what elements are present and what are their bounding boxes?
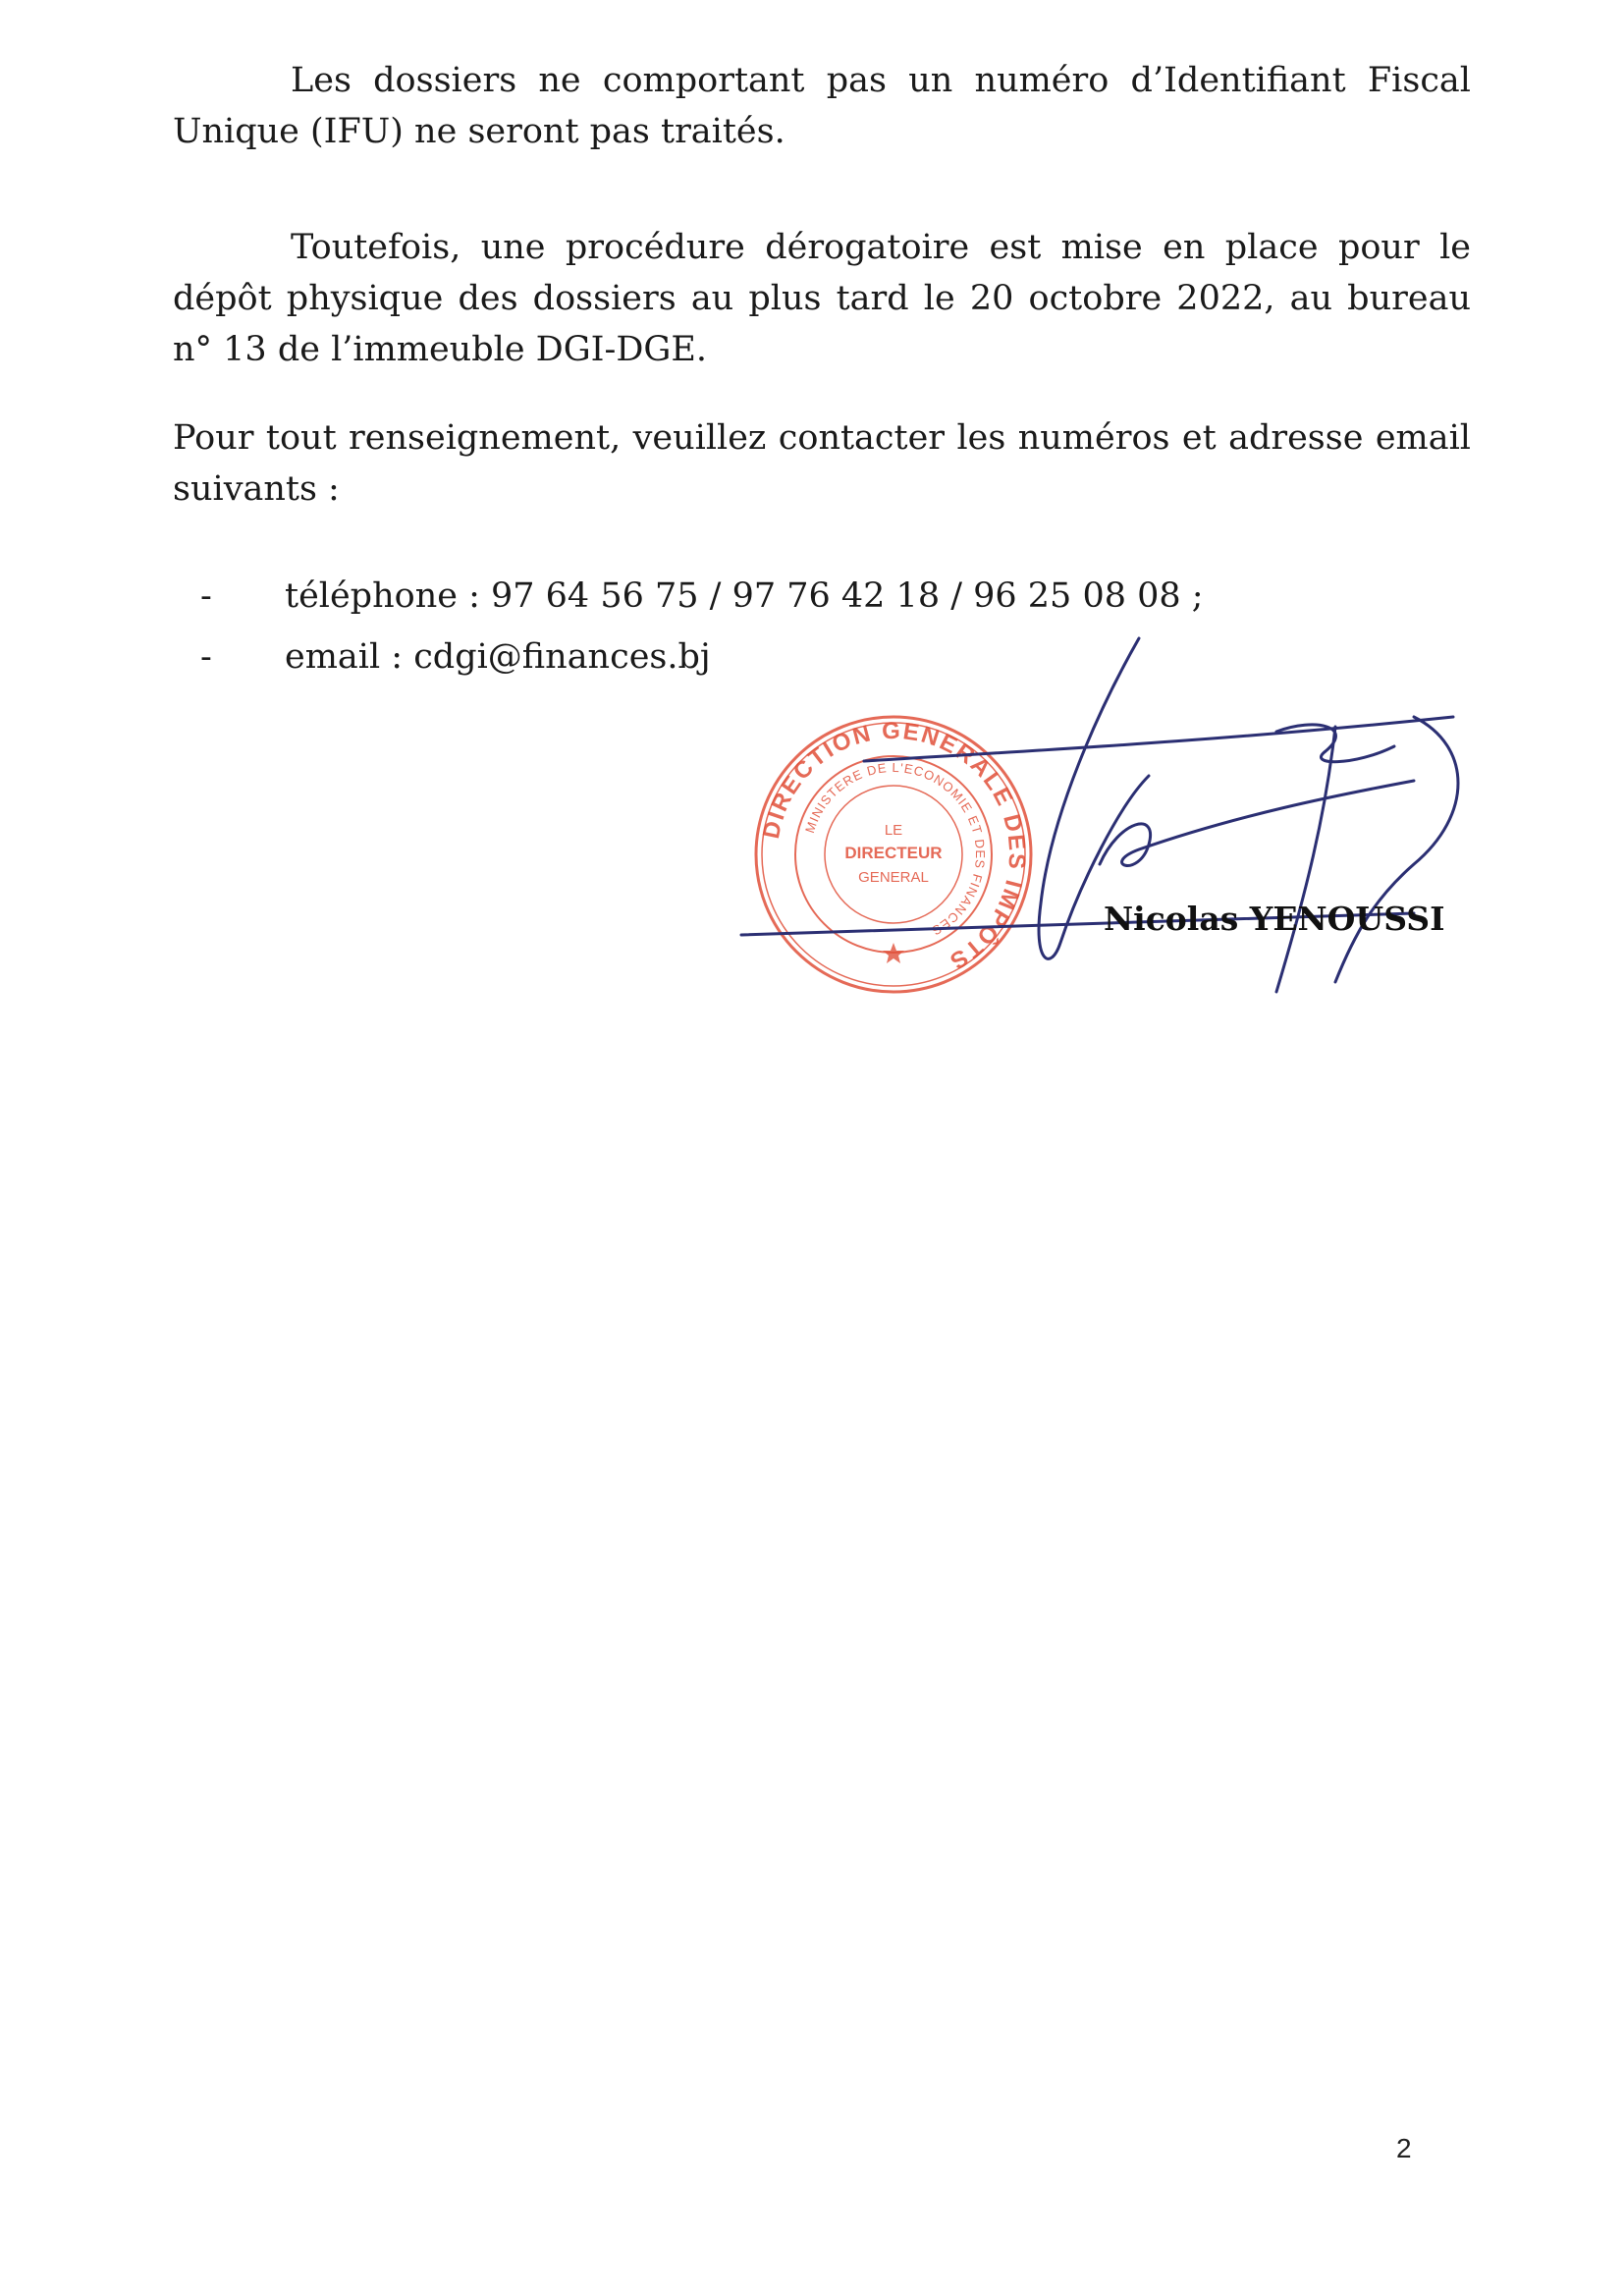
stamp-center-line-3: GENERAL [858,869,929,886]
stamp-outer-text: DIRECTION GENERALE DES IMPÔTS [757,717,1031,976]
stamp-inner-text: MINISTERE DE L'ECONOMIE ET DES FINANCES [802,759,989,939]
list-item-phone [200,566,1204,627]
paragraph-contact-intro: Pour tout renseignement, veuillez contacter les numéros et adresse email suivants : [173,418,1471,509]
phone-line: téléphone : 97 64 56 75 / 97 76 42 18 / 96 25 08 08 ; [285,576,1204,616]
stamp-center-line-2: DIRECTEUR [844,844,943,862]
stamp-center-line-1: LE [884,822,903,839]
signer-name: Nicolas YENOUSSI [1104,900,1445,938]
email-line: email : cdgi@finances.bj [285,637,711,677]
handwritten-signature [727,619,1492,1031]
paragraph-ifu-requirement: Les dossiers ne comportant pas un numéro d’Identifiant Fiscal Unique (IFU) ne seront pas traités. [173,61,1471,151]
bullet-dash: - [200,576,212,616]
paragraph-derogatory-procedure: Toutefois, une procédure dérogatoire est mise en place pour le dépôt physique des dossiers au plus tard le 20 octobre 2022, au bureau n° 13 de l’immeuble DGI-DGE. [173,228,1471,369]
bullet-dash: - [200,637,212,677]
page-number: 2 [1396,2133,1412,2163]
